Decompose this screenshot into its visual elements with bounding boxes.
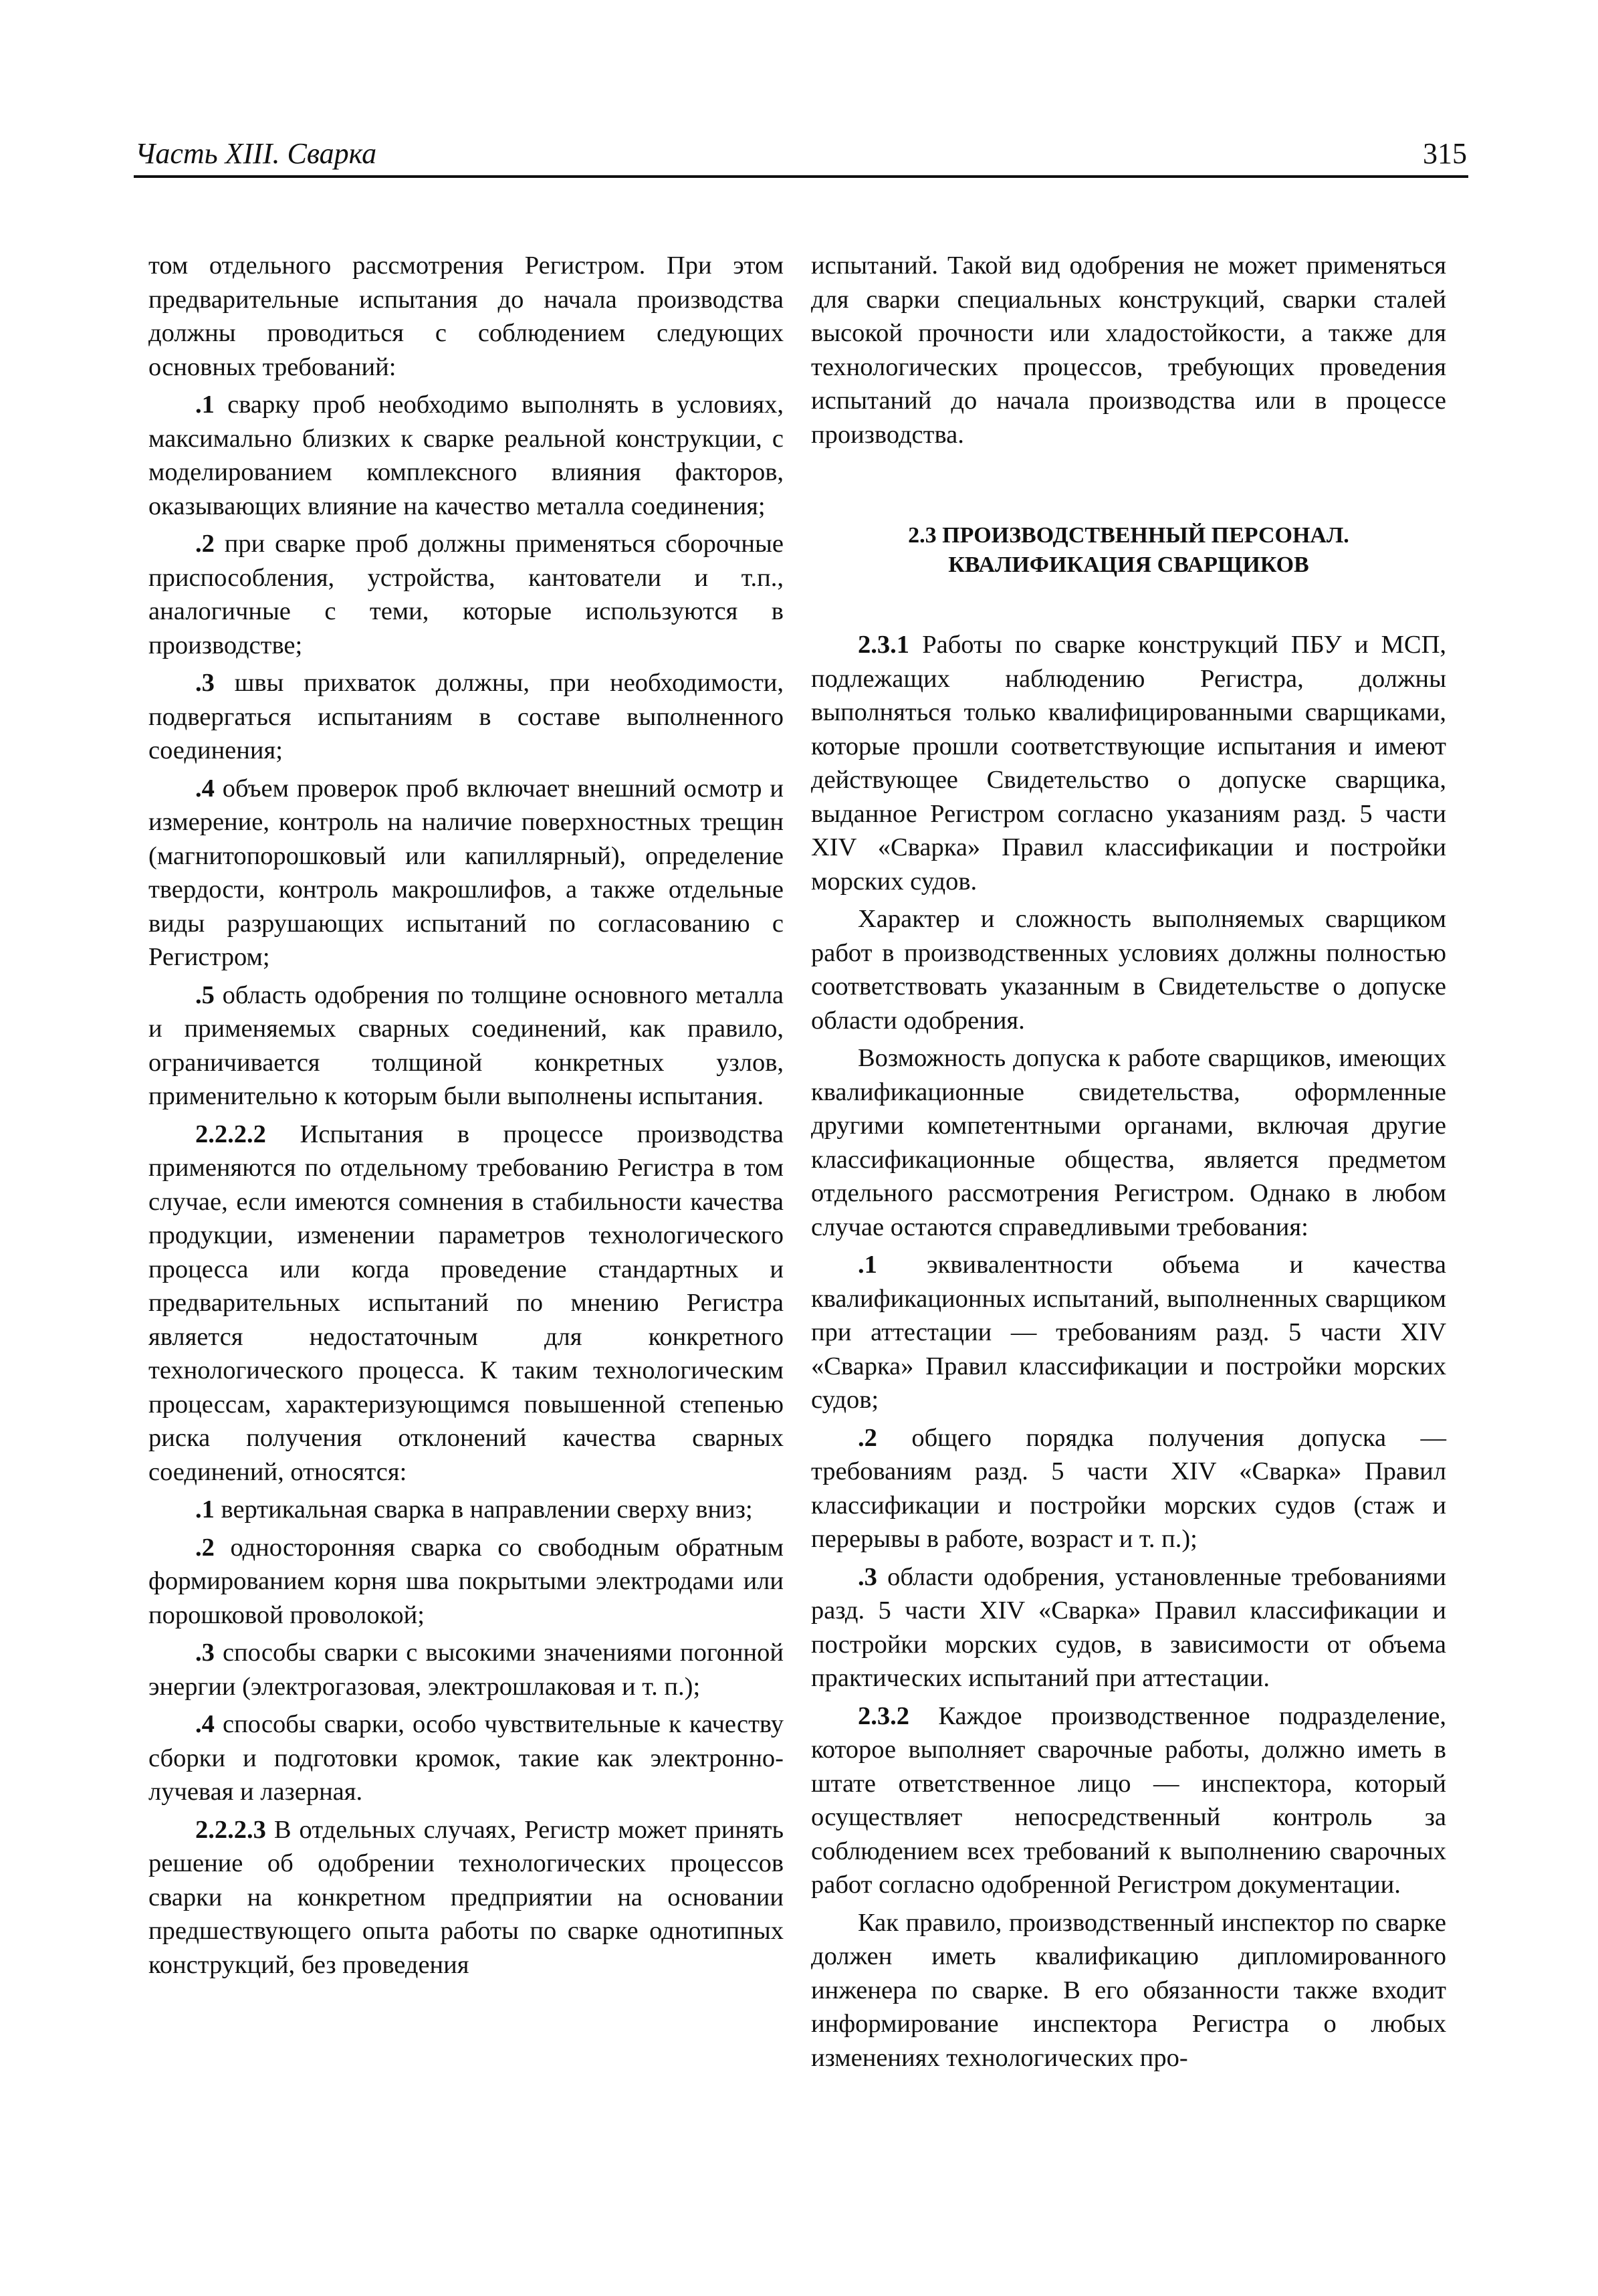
- clause-text: Испытания в процессе производства применяются по отдельному требованию Регистра в том случае, если имеются сомнения в стабильности качества продукции, изменении параметров технологического процесса или когда проведение стандартных и предварительных испытаний по мнению Регистра является недостаточным для конкретного технологического процесса. К таким технологическим процессам, характеризующимся повышенной степенью риска получения отклонений качества сварных соединений, относятся:: [148, 1120, 784, 1486]
- item-text: сварку проб необходимо выполнять в условиях, максимально близких к сварке реальной конструкции, с моделированием комплексного влияния факторов, оказывающих влияние на качество металла соединения;: [148, 391, 784, 520]
- item-text: общего порядка получения допуска — требованиям разд. 5 части XIV «Сварка» Правил классификации и постройки морских судов (стаж и перерывы в работе, возраст и т. п.);: [811, 1423, 1446, 1553]
- item-number: .5: [195, 980, 215, 1009]
- item-number: .3: [858, 1562, 877, 1591]
- clause-text: В отдельных случаях, Регистр может принять решение об одобрении технологических процессов сварки на конкретном предприятии на основании предшествующего опыта работы по сварке однотипных конструкций, без проведения: [148, 1815, 784, 1979]
- right-column: [811, 249, 1446, 2079]
- item-text: односторонняя сварка со свободным обратным формированием корня шва покрытыми электродами или порошковой проволокой;: [148, 1533, 784, 1629]
- paragraph: том отдельного рассмотрения Регистром. При этом предварительные испытания до начала производства должны проводиться с соблюдением следующих основных требований:: [148, 251, 784, 381]
- item-text: при сварке проб должны применяться сборочные приспособления, устройства, кантователи и т.п., аналогичные с теми, которые используются в производстве;: [148, 530, 784, 659]
- page-number: 315: [1423, 137, 1467, 170]
- list-item: [148, 1707, 784, 1809]
- section-heading: [811, 521, 1446, 580]
- running-title: Часть XIII. Сварка: [135, 137, 377, 170]
- section-heading-line: 2.3 ПРОИЗВОДСТВЕННЫЙ ПЕРСОНАЛ.: [908, 523, 1349, 548]
- item-number: .2: [195, 530, 215, 558]
- list-item: [148, 978, 784, 1114]
- paragraph: Возможность допуска к работе сварщиков, имеющих квалификационные свидетельства, оформленные другими компетентными органами, включая другие классификационные общества, является предметом отдельного рассмотрения Регистром. Однако в любом случае остаются справедливыми требования:: [811, 1044, 1446, 1241]
- clause-text: Каждое производственное подразделение, которое выполняет сварочные работы, должно иметь в штате ответственное лицо — инспектора, который осуществляет непосредственный контроль за соблюдением всех требований к выполнению сварочных работ согласно одобренной Регистром документации.: [811, 1701, 1446, 1899]
- item-text: область одобрения по толщине основного металла и применяемых сварных соединений, как правило, ограничивается толщиной конкретных узлов, применительно к которым были выполнены испытания.: [148, 980, 784, 1110]
- item-number: .3: [195, 1639, 215, 1667]
- paragraph: Как правило, производственный инспектор по сварке должен иметь квалификацию дипломированного инженера по сварке. В его обязанности также входит информирование инспектора Регистра о любых изменениях технологических про-: [811, 1908, 1446, 2072]
- item-number: .2: [858, 1423, 877, 1452]
- clause-text: Работы по сварке конструкций ПБУ и МСП, подлежащих наблюдению Регистра, должны выполняться только квалифицированными сварщиками, которые прошли соответствующие испытания и имеют действующее Свидетельство о допуске сварщика, выданное Регистром согласно указаниям разд. 5 части XIV «Сварка» Правил классификации и постройки морских судов.: [811, 631, 1446, 896]
- clause-number: 2.2.2.3: [195, 1815, 266, 1844]
- item-text: способы сварки с высокими значениями погонной энергии (электрогазовая, электрошлаковая и т. п.);: [148, 1639, 784, 1701]
- item-number: .4: [195, 774, 215, 803]
- item-number: .2: [195, 1533, 215, 1562]
- clause: [811, 628, 1446, 898]
- list-item: [148, 666, 784, 768]
- item-number: .1: [195, 1495, 215, 1524]
- paragraph: Характер и сложность выполняемых сварщиком работ в производственных условиях должны полностью соответствовать указанным в Свидетельстве о допуске области одобрения.: [811, 905, 1446, 1035]
- item-number: .3: [195, 669, 215, 697]
- item-text: эквивалентности объема и качества квалификационных испытаний, выполненных сварщиком при аттестации — требованиям разд. 5 части XIV «Сварка» Правил классификации и постройки морских судов;: [811, 1251, 1446, 1414]
- clause-number: 2.3.2: [858, 1701, 909, 1730]
- item-number: .4: [195, 1710, 215, 1738]
- item-number: .1: [195, 391, 215, 419]
- section-heading-line: КВАЛИФИКАЦИЯ СВАРЩИКОВ: [948, 552, 1309, 577]
- clause: [148, 1813, 784, 1982]
- list-item: [148, 772, 784, 974]
- list-item: [148, 1493, 784, 1527]
- item-text: объем проверок проб включает внешний осмотр и измерение, контроль на наличие поверхностных трещин (магнитопорошковый или капиллярный), определение твердости, контроль макрошлифов, а также отдельные виды разрушающих испытаний по согласованию с Регистром;: [148, 774, 784, 971]
- paragraph: испытаний. Такой вид одобрения не может применяться для сварки специальных конструкций, сварки сталей высокой прочности или хладостойкости, а также для технологических процессов, требующих проведения испытаний до начала производства или в процессе производства.: [811, 251, 1446, 449]
- list-item: [148, 388, 784, 523]
- left-column: [148, 249, 784, 1986]
- item-text: швы прихваток должны, при необходимости, подвергаться испытаниям в составе выполненного соединения;: [148, 669, 784, 764]
- item-text: области одобрения, установленные требованиями разд. 5 части XIV «Сварка» Правил классификации и постройки морских судов, в зависимости от объема практических испытаний при аттестации.: [811, 1562, 1446, 1692]
- item-text: вертикальная сварка в направлении сверху вниз;: [214, 1495, 753, 1524]
- item-text: способы сварки, особо чувствительные к качеству сборки и подготовки кромок, такие как электронно-лучевая и лазерная.: [148, 1710, 784, 1806]
- clause: [148, 1118, 784, 1489]
- clause: [811, 1699, 1446, 1902]
- list-item: [811, 1248, 1446, 1417]
- clause-number: 2.2.2.2: [195, 1120, 266, 1148]
- list-item: [811, 1560, 1446, 1695]
- list-item: [148, 527, 784, 662]
- clause-number: 2.3.1: [858, 631, 909, 659]
- list-item: [811, 1421, 1446, 1556]
- list-item: [148, 1636, 784, 1703]
- page-header: [134, 134, 1468, 178]
- list-item: [148, 1531, 784, 1633]
- item-number: .1: [858, 1251, 877, 1279]
